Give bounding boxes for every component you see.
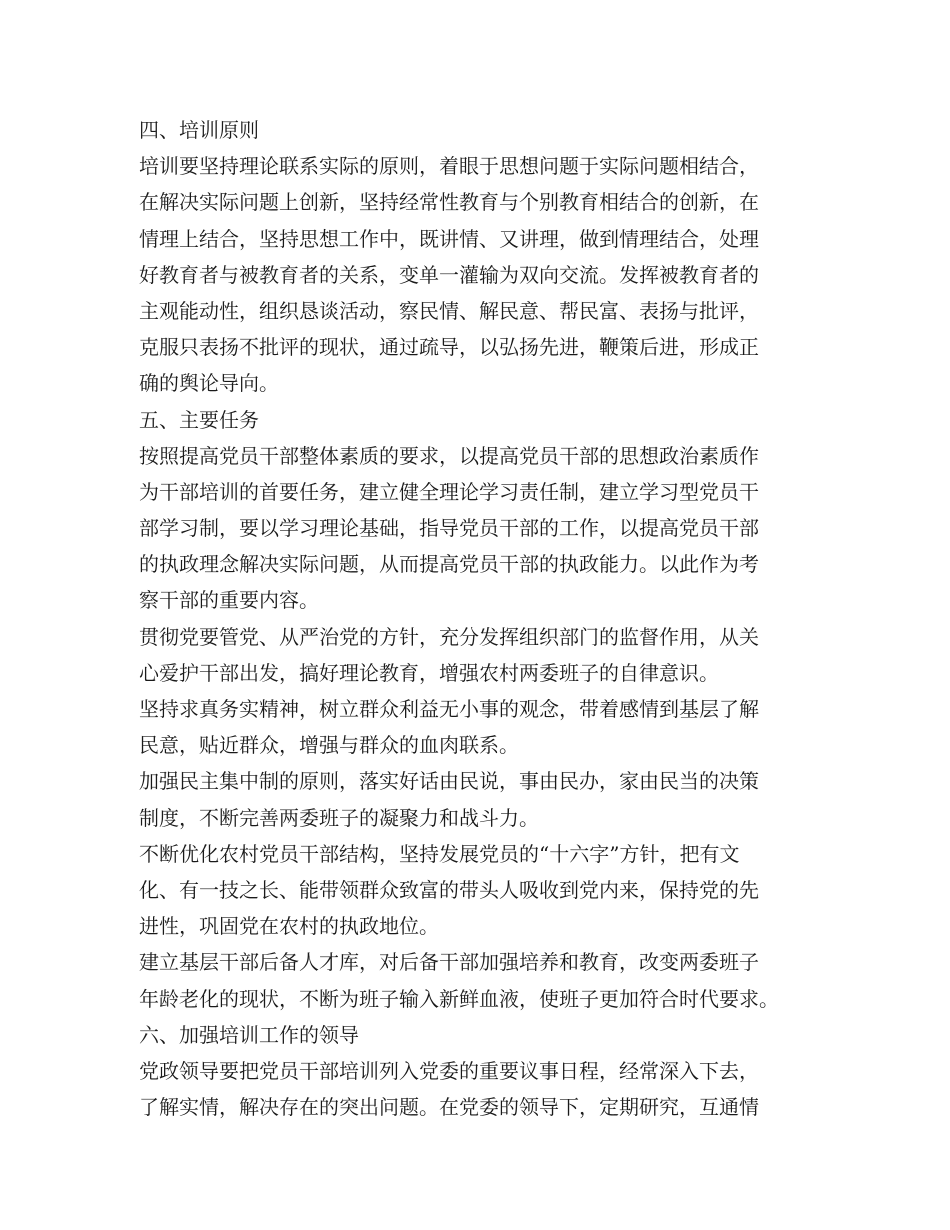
- document-body: [139, 112, 819, 1125]
- paragraph-line: 按照提高党员干部整体素质的要求，以提高党员干部的思想政治素质作: [139, 443, 759, 468]
- section-heading-principles: 四、培训原则: [139, 118, 259, 142]
- paragraph-line: 党政领导要把党员干部培训列入党委的重要议事日程，经常深入下去，: [139, 1058, 759, 1083]
- paragraph-line: 的执政理念解决实际问题，从而提高党员干部的执政能力。以此作为考: [139, 552, 759, 577]
- paragraph-line: 情理上结合，坚持思想工作中，既讲情、又讲理，做到情理结合，处理: [139, 226, 759, 251]
- paragraph-line: 确的舆论导向。: [139, 371, 279, 396]
- paragraph-line: 不断优化农村党员干部结构，坚持发展党员的“十六字”方针，把有文: [139, 841, 740, 866]
- paragraph-line: 克服只表扬不批评的现状，通过疏导，以弘扬先进，鞭策后进，形成正: [139, 335, 759, 360]
- paragraph-line: 主观能动性，组织恳谈活动，察民情、解民意、帮民富、表扬与批评，: [139, 298, 759, 323]
- paragraph-line: 制度，不断完善两委班子的凝聚力和战斗力。: [139, 805, 539, 830]
- section-heading-main-tasks: 五、主要任务: [139, 407, 259, 432]
- paragraph-line: 心爱护干部出发，搞好理论教育，增强农村两委班子的自律意识。: [139, 660, 719, 685]
- paragraph-line: 培训要坚持理论联系实际的原则，着眼于思想问题于实际问题相结合，: [139, 154, 759, 179]
- paragraph-line: 坚持求真务实精神，树立群众利益无小事的观念，带着感情到基层了解: [139, 697, 759, 721]
- paragraph-line: 建立基层干部后备人才库，对后备干部加强培养和教育，改变两委班子: [139, 950, 759, 975]
- paragraph-line: 好教育者与被教育者的关系，变单一灌输为双向交流。发挥被教育者的: [139, 262, 759, 287]
- paragraph-line: 化、有一技之长、能带领群众致富的带头人吸收到党内来，保持党的先: [139, 877, 759, 902]
- paragraph-line: 了解实情，解决存在的突出问题。在党委的领导下，定期研究，互通情: [139, 1095, 759, 1120]
- paragraph-line: 民意，贴近群众，增强与群众的血肉联系。: [139, 733, 519, 758]
- paragraph-line: 察干部的重要内容。: [139, 588, 319, 613]
- paragraph-line: 贯彻党要管党、从严治党的方针，充分发挥组织部门的监督作用，从关: [139, 624, 759, 649]
- section-heading-leadership: 六、加强培训工作的领导: [139, 1022, 359, 1047]
- paragraph-line: 为干部培训的首要任务，建立健全理论学习责任制，建立学习型党员干: [139, 479, 759, 504]
- paragraph-line: 年龄老化的现状，不断为班子输入新鲜血液，使班子更加符合时代要求。: [139, 986, 779, 1011]
- paragraph-line: 在解决实际问题上创新，坚持经常性教育与个别教育相结合的创新，在: [139, 190, 759, 215]
- paragraph-line: 部学习制，要以学习理论基础，指导党员干部的工作，以提高党员干部: [139, 516, 759, 541]
- paragraph-line: 进性，巩固党在农村的执政地位。: [139, 914, 439, 939]
- paragraph-line: 加强民主集中制的原则，落实好话由民说，事由民办，家由民当的决策: [139, 769, 759, 794]
